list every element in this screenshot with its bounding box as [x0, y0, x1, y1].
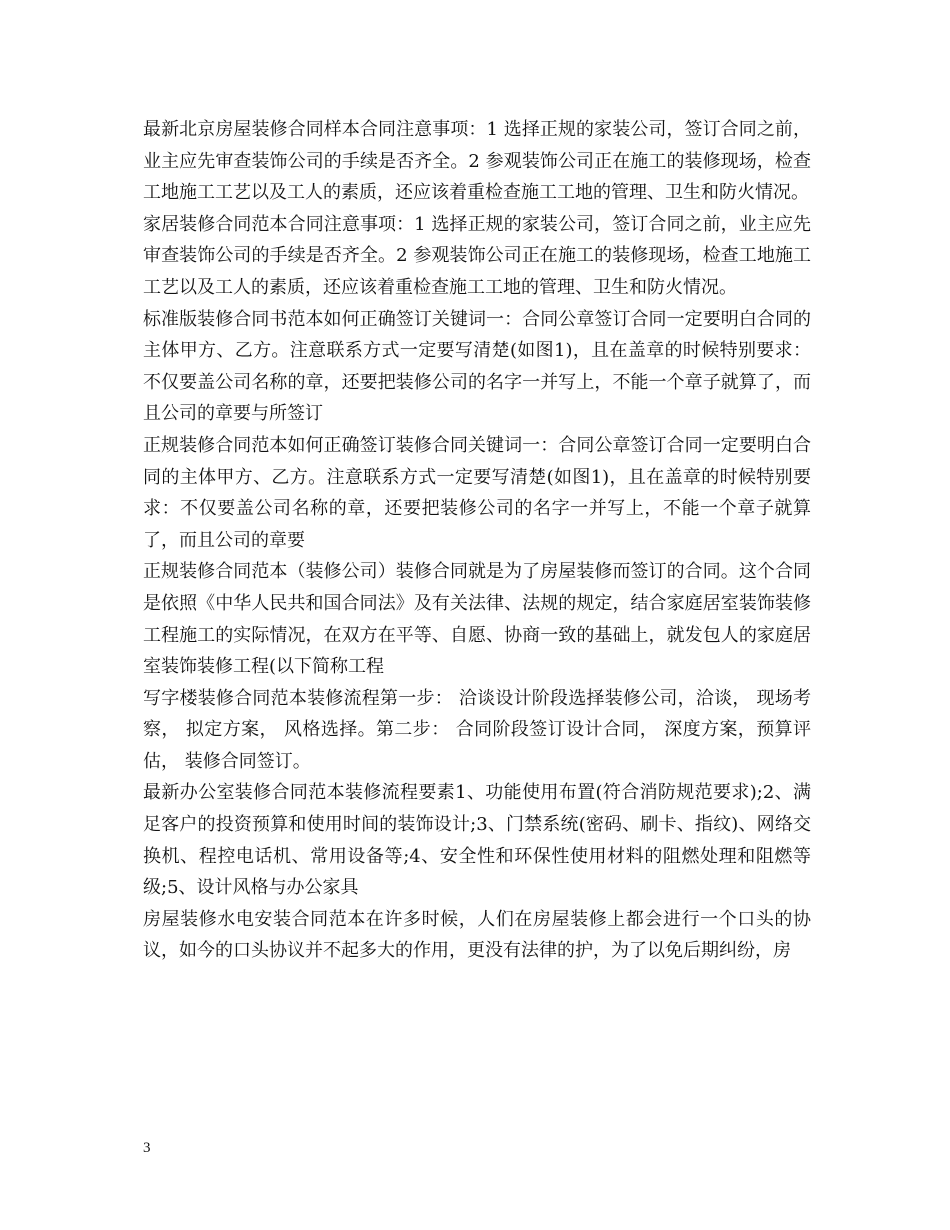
paragraph: 最新北京房屋装修合同样本合同注意事项：1 选择正规的家装公司，签订合同之前，业主应先审查装饰公司的手续是否齐全。2 参观装饰公司正在施工的装修现场，检查工地施工工艺以及工人的素质，还应该着重检查施工工地的管理、卫生和防火情况。 — [143, 119, 811, 204]
page-number: 3 — [143, 1140, 151, 1156]
paragraph: 正规装修合同范本如何正确签订装修合同关键词一：合同公章签订合同一定要明白合同的主体甲方、乙方。注意联系方式一定要写清楚(如图1)，且在盖章的时候特别要求：不仅要盖公司名称的章，还要把装修公司的名字一并写上，不能一个章子就算了，而且公司的章要 — [143, 434, 811, 551]
document-body — [143, 114, 811, 967]
paragraph: 家居装修合同范本合同注意事项：1 选择正规的家装公司，签订合同之前，业主应先审查装饰公司的手续是否齐全。2 参观装饰公司正在施工的装修现场，检查工地施工工艺以及工人的素质，还应该着重检查施工工地的管理、卫生和防火情况。 — [143, 213, 811, 298]
paragraph: 标准版装修合同书范本如何正确签订关键词一：合同公章签订合同一定要明白合同的主体甲方、乙方。注意联系方式一定要写清楚(如图1)，且在盖章的时候特别要求：不仅要盖公司名称的章，还要把装修公司的名字一并写上，不能一个章子就算了，而且公司的章要与所签订 — [143, 308, 811, 425]
paragraph: 正规装修合同范本（装修公司）装修合同就是为了房屋装修而签订的合同。这个合同是依照《中华人民共和国合同法》及有关法律、法规的规定，结合家庭居室装饰装修工程施工的实际情况，在双方在平等、自愿、协商一致的基础上，就发包人的家庭居室装饰装修工程(以下简称工程 — [143, 561, 811, 678]
paragraph: 最新办公室装修合同范本装修流程要素1、功能使用布置(符合消防规范要求);2、满足客户的投资预算和使用时间的装饰设计;3、门禁系统(密码、刷卡、指纹)、网络交换机、程控电话机、常用设备等;4、安全性和环保性使用材料的阻燃处理和阻燃等级;5、设计风格与办公家具 — [143, 782, 811, 899]
paragraph: 写字楼装修合同范本装修流程第一步： 洽谈设计阶段选择装修公司，洽谈， 现场考察， 拟定方案， 风格选择。第二步： 合同阶段签订设计合同， 深度方案，预算评估， 装修合同签订。 — [143, 687, 811, 772]
paragraph: 房屋装修水电安装合同范本在许多时候，人们在房屋装修上都会进行一个口头的协议，如今的口头协议并不起多大的作用，更没有法律的护，为了以免后期纠纷，房 — [143, 908, 811, 962]
